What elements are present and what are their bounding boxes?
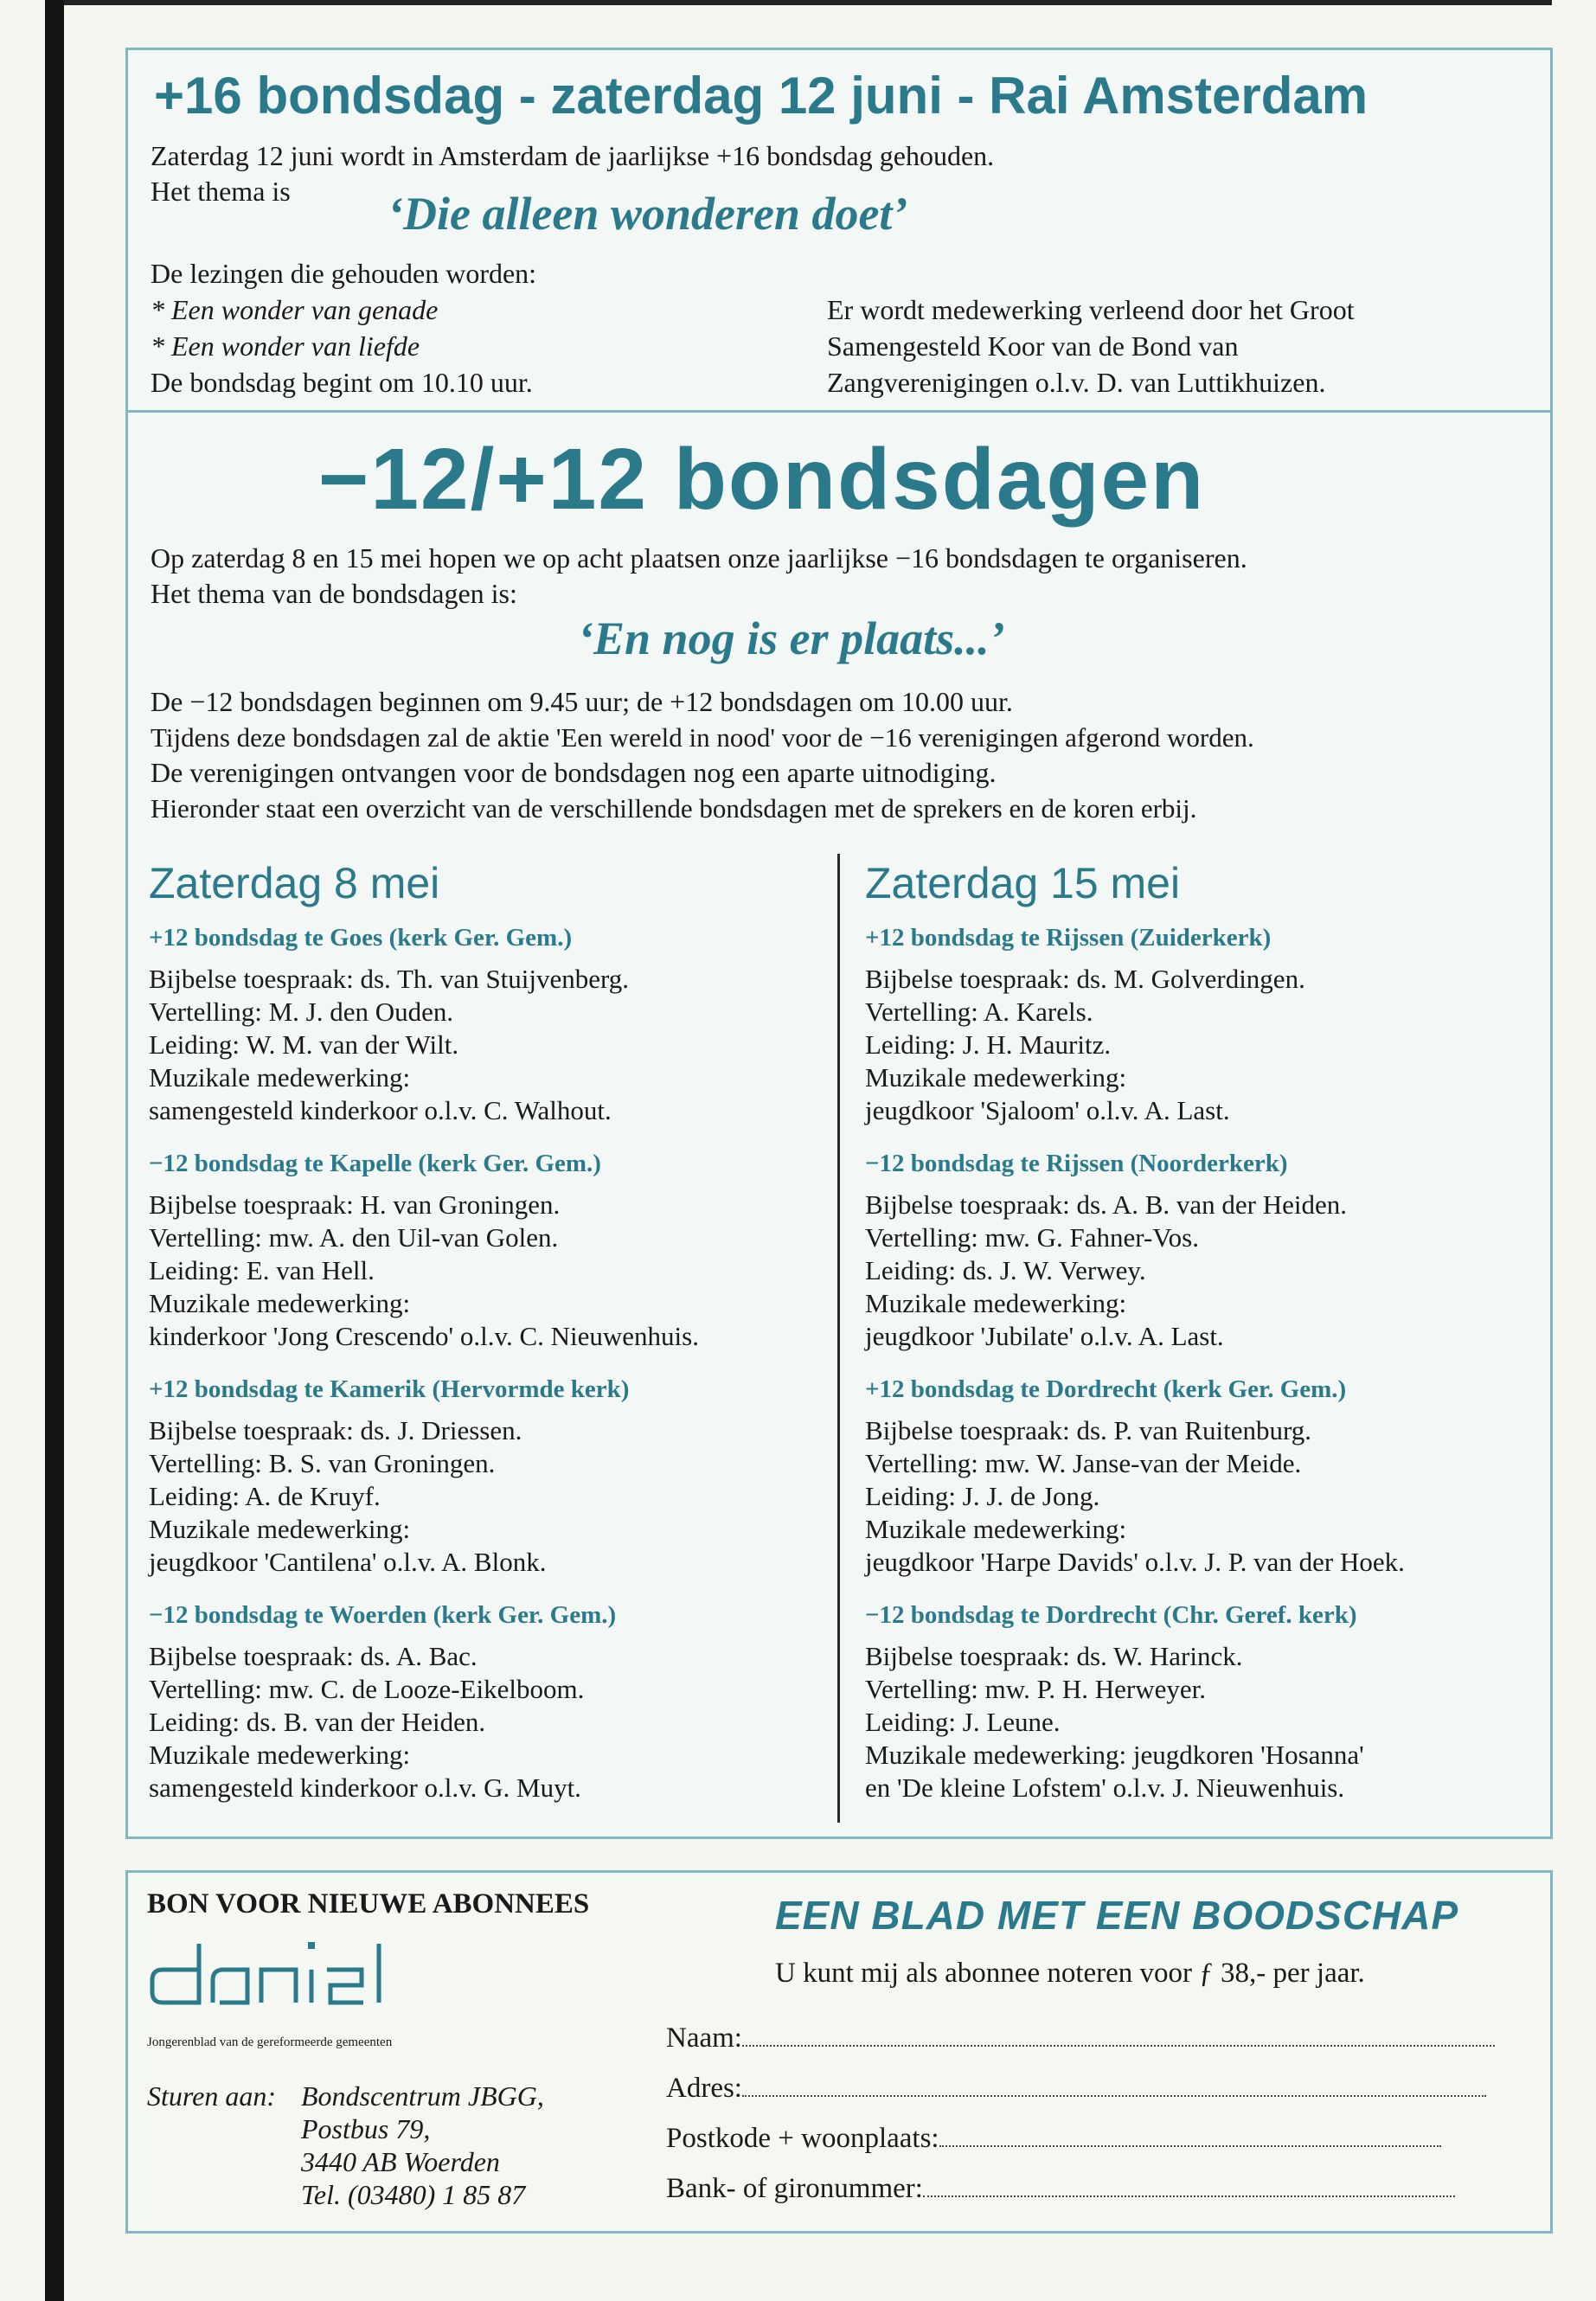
section2-theme: ‘En nog is er plaats...’ <box>578 612 1005 664</box>
event-detail-line: Leiding: J. Leune. <box>865 1707 1061 1737</box>
event-block <box>865 1375 1548 1579</box>
lectures-heading: De lezingen die gehouden worden: <box>151 258 537 289</box>
section1-intro: Zaterdag 12 juni wordt in Amsterdam de jaarlijkse +16 bondsdag gehouden. <box>151 140 995 171</box>
name-row <box>666 2013 1531 2063</box>
event-detail-line: Leiding: J. J. de Jong. <box>865 1481 1100 1511</box>
event-block <box>149 1375 824 1579</box>
event-detail-line: Bijbelse toespraak: ds. P. van Ruitenburg. <box>865 1415 1312 1445</box>
event-detail-line: Leiding: E. van Hell. <box>149 1255 375 1285</box>
lecture-2: * Een wonder van liefde <box>151 330 420 362</box>
address-label: Adres: <box>666 2073 742 2104</box>
event-detail-line: jeugdkoor 'Sjaloom' o.l.v. A. Last. <box>865 1095 1230 1125</box>
form-fields <box>666 2013 1531 2214</box>
event-detail-line: Muzikale medewerking: <box>149 1288 411 1318</box>
event-detail-line: Bijbelse toespraak: ds. W. Harinck. <box>865 1641 1243 1671</box>
event-detail-line: Muzikale medewerking: <box>149 1062 411 1093</box>
top-edge <box>64 0 1552 5</box>
event-title: −12 bondsdag te Kapelle (kerk Ger. Gem.) <box>149 1150 601 1177</box>
event-block <box>865 1150 1548 1353</box>
day-heading: Zaterdag 8 mei <box>149 859 440 907</box>
binding-strip <box>45 0 64 2301</box>
subscription-coupon <box>125 1870 1553 2234</box>
name-label: Naam: <box>666 2022 742 2054</box>
event-detail-line: jeugdkoor 'Cantilena' o.l.v. A. Blonk. <box>149 1547 547 1577</box>
event-title: −12 bondsdag te Dordrecht (Chr. Geref. kerk) <box>865 1601 1357 1629</box>
event-detail-line: Leiding: J. H. Mauritz. <box>865 1029 1112 1060</box>
event-block <box>149 924 824 1127</box>
event-title: −12 bondsdag te Rijssen (Noorderkerk) <box>865 1150 1288 1177</box>
section2-intro-2: Het thema van de bondsdagen is: <box>151 578 517 609</box>
event-list <box>149 924 824 1804</box>
column-divider <box>837 854 840 1823</box>
event-block <box>865 924 1548 1127</box>
coupon-slogan: EEN BLAD MET EEN BOODSCHAP <box>775 1893 1459 1938</box>
postcode-row <box>666 2113 1531 2163</box>
bank-row <box>666 2163 1531 2214</box>
address-line-3: 3440 AB Woerden <box>301 2146 500 2177</box>
day-column-1 <box>149 858 824 1827</box>
address-field[interactable] <box>742 2093 1486 2097</box>
postcode-field[interactable] <box>939 2144 1441 2147</box>
address-row <box>666 2063 1531 2113</box>
event-block <box>149 1601 824 1804</box>
event-detail-line: en 'De kleine Lofstem' o.l.v. J. Nieuwenhuis. <box>865 1772 1345 1803</box>
event-detail-line: Bijbelse toespraak: ds. A. B. van der Heiden. <box>865 1189 1348 1220</box>
subscribe-text: U kunt mij als abonnee noteren voor ƒ 38,- per jaar. <box>775 1958 1365 1989</box>
event-detail-line: Muzikale medewerking: <box>149 1514 411 1544</box>
section2-info-4: Hieronder staat een overzicht van de verschillende bondsdagen met de sprekers en de koren erbij. <box>151 793 1197 824</box>
event-detail-line: Vertelling: A. Karels. <box>865 997 1093 1027</box>
event-detail-line: Bijbelse toespraak: ds. A. Bac. <box>149 1641 478 1671</box>
day-column-2 <box>865 858 1548 1827</box>
event-block <box>865 1601 1548 1804</box>
event-detail-line: Muzikale medewerking: <box>865 1288 1127 1318</box>
event-title: +12 bondsdag te Kamerik (Hervormde kerk) <box>149 1375 630 1403</box>
send-label: Sturen aan: <box>147 2080 277 2112</box>
event-detail-line: Muzikale medewerking: <box>865 1062 1127 1093</box>
event-detail-line: Leiding: W. M. van der Wilt. <box>149 1029 459 1060</box>
event-detail-line: Leiding: ds. B. van der Heiden. <box>149 1707 486 1737</box>
event-list <box>865 924 1548 1804</box>
event-title: +12 bondsdag te Rijssen (Zuiderkerk) <box>865 924 1272 952</box>
choir-line-3: Zangverenigingen o.l.v. D. van Luttikhuizen. <box>827 367 1326 398</box>
section2-info-2: Tijdens deze bondsdagen zal de aktie 'Een wereld in nood' voor de −16 verenigingen afgerond worden. <box>151 722 1254 753</box>
daniel-logo <box>147 1935 407 2013</box>
event-detail-line: Muzikale medewerking: jeugdkoren 'Hosanna' <box>865 1740 1364 1770</box>
address-line-2: Postbus 79, <box>301 2113 431 2144</box>
event-detail-line: Bijbelse toespraak: ds. Th. van Stuijvenberg. <box>149 964 630 994</box>
event-detail-line: samengesteld kinderkoor o.l.v. C. Walhout. <box>149 1095 612 1125</box>
section1-title: +16 bondsdag - zaterdag 12 juni - Rai Amsterdam <box>154 67 1368 125</box>
address-line-4: Tel. (03480) 1 85 87 <box>301 2179 526 2210</box>
event-detail-line: Bijbelse toespraak: H. van Groningen. <box>149 1189 561 1220</box>
section2-info-3: De verenigingen ontvangen voor de bondsdagen nog een aparte uitnodiging. <box>151 757 997 788</box>
choir-line-1: Er wordt medewerking verleend door het Groot <box>827 294 1355 325</box>
event-detail-line: Vertelling: M. J. den Ouden. <box>149 997 454 1027</box>
start-time: De bondsdag begint om 10.10 uur. <box>151 367 533 398</box>
day-heading: Zaterdag 15 mei <box>865 859 1181 907</box>
bank-field[interactable] <box>923 2194 1455 2197</box>
event-detail-line: Vertelling: mw. A. den Uil-van Golen. <box>149 1222 559 1253</box>
lecture-1: * Een wonder van genade <box>151 294 439 325</box>
daniel-logo-mark <box>147 1935 407 2013</box>
event-detail-line: Bijbelse toespraak: ds. M. Golverdingen. <box>865 964 1305 994</box>
event-block <box>149 1150 824 1353</box>
postcode-label: Postkode + woonplaats: <box>666 2123 939 2154</box>
event-detail-line: kinderkoor 'Jong Crescendo' o.l.v. C. Nieuwenhuis. <box>149 1321 699 1351</box>
event-detail-line: Leiding: A. de Kruyf. <box>149 1481 381 1511</box>
bondsdagen-12-box <box>125 410 1553 1839</box>
choir-line-2: Samengesteld Koor van de Bond van <box>827 330 1239 362</box>
event-detail-line: Bijbelse toespraak: ds. J. Driessen. <box>149 1415 522 1445</box>
event-detail-line: Vertelling: mw. P. H. Herweyer. <box>865 1674 1207 1704</box>
event-title: +12 bondsdag te Dordrecht (kerk Ger. Gem.) <box>865 1375 1347 1403</box>
bank-label: Bank- of gironummer: <box>666 2173 923 2204</box>
event-detail-line: Leiding: ds. J. W. Verwey. <box>865 1255 1146 1285</box>
event-detail-line: jeugdkoor 'Jubilate' o.l.v. A. Last. <box>865 1321 1224 1351</box>
event-title: +12 bondsdag te Goes (kerk Ger. Gem.) <box>149 924 573 952</box>
name-field[interactable] <box>742 2043 1495 2047</box>
section2-intro-1: Op zaterdag 8 en 15 mei hopen we op acht plaatsen onze jaarlijkse −16 bondsdagen te organiseren. <box>151 542 1247 574</box>
section1-theme: ‘Die alleen wonderen doet’ <box>388 188 908 240</box>
section2-title: −12/+12 bondsdagen <box>318 431 1206 528</box>
coupon-heading: BON VOOR NIEUWE ABONNEES <box>147 1888 590 1920</box>
address-line-1: Bondscentrum JBGG, <box>301 2080 544 2112</box>
event-detail-line: Muzikale medewerking: <box>865 1514 1127 1544</box>
event-detail-line: Vertelling: mw. C. de Looze-Eikelboom. <box>149 1674 585 1704</box>
bondsdag-16-box <box>125 48 1553 413</box>
event-detail-line: Vertelling: mw. W. Janse-van der Meide. <box>865 1448 1302 1478</box>
theme-label: Het thema is <box>151 176 291 207</box>
section2-info-1: De −12 bondsdagen beginnen om 9.45 uur; de +12 bondsdagen om 10.00 uur. <box>151 686 1013 717</box>
event-detail-line: samengesteld kinderkoor o.l.v. G. Muyt. <box>149 1772 581 1803</box>
event-detail-line: Vertelling: mw. G. Fahner-Vos. <box>865 1222 1199 1253</box>
event-detail-line: Vertelling: B. S. van Groningen. <box>149 1448 496 1478</box>
event-detail-line: jeugdkoor 'Harpe Davids' o.l.v. J. P. van der Hoek. <box>865 1547 1405 1577</box>
logo-subtitle: Jongerenblad van de gereformeerde gemeenten <box>147 2035 393 2049</box>
event-title: −12 bondsdag te Woerden (kerk Ger. Gem.) <box>149 1601 617 1629</box>
event-detail-line: Muzikale medewerking: <box>149 1740 411 1770</box>
